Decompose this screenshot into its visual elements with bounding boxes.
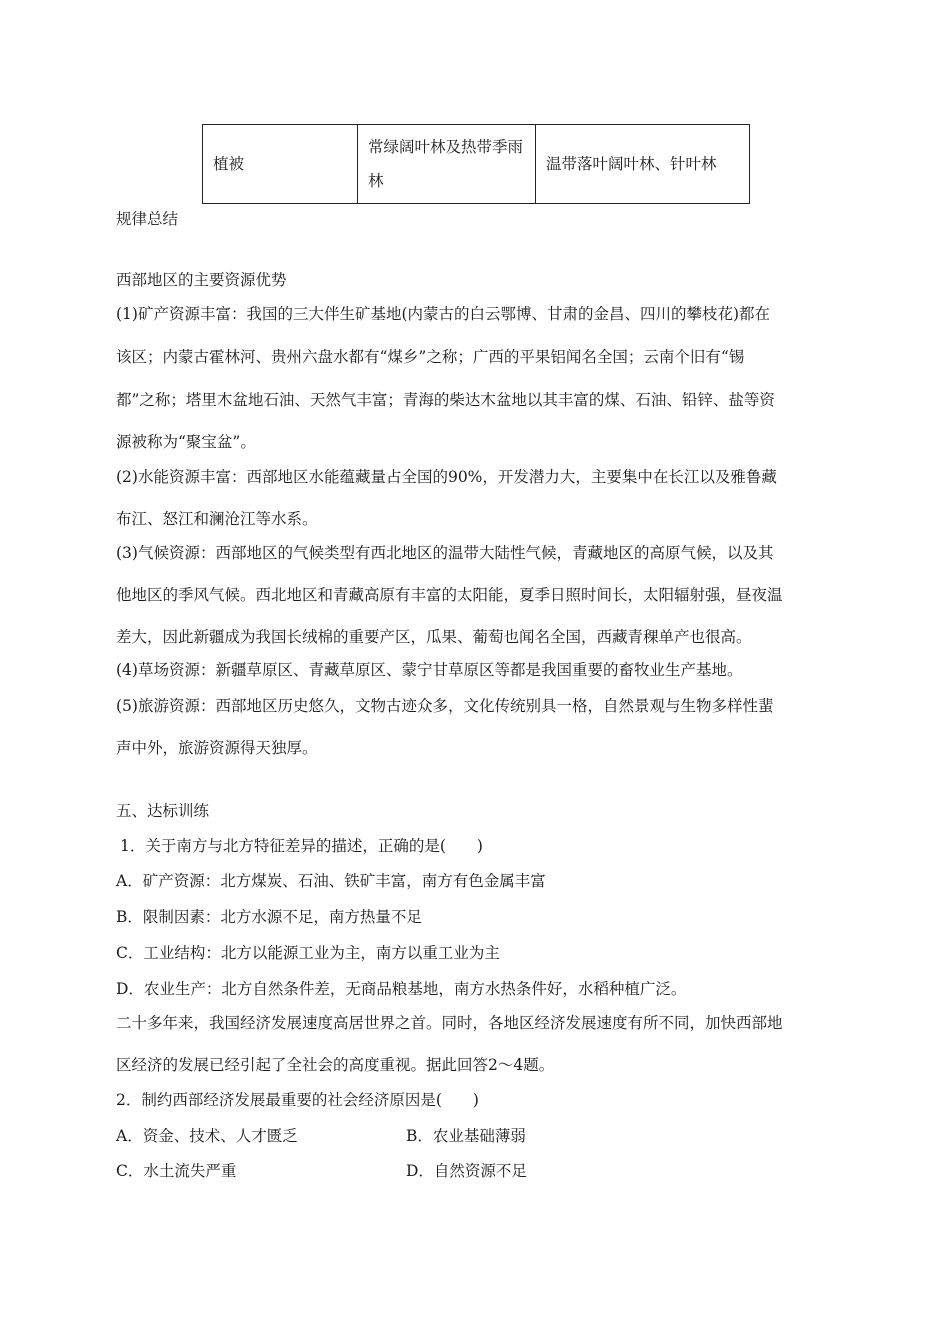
resources-heading: 西部地区的主要资源优势 [116,271,287,289]
resources-line: 都”之称；塔里木盆地石油、天然气丰富；青海的柴达木盆地以其丰富的煤、石油、铅锌、盐等资 [116,391,775,409]
resources-line: (5)旅游资源：西部地区历史悠久，文物古迹众多，文化传统别具一格，自然景观与生物多样性蜚 [116,697,774,715]
resources-line: 差大，因此新疆成为我国长绒棉的重要产区，瓜果、葡萄也闻名全国，西藏青稞单产也很高。 [116,628,752,646]
question-1-option-a: A．矿产资源：北方煤炭、石油、铁矿丰富，南方有色金属丰富 [116,872,546,890]
table-row [203,125,750,204]
resources-line: 他地区的季风气候。西北地区和青藏高原有丰富的太阳能，夏季日照时间长，太阳辐射强，昼夜温 [116,586,783,604]
resources-line: 声中外，旅游资源得天独厚。 [116,739,318,757]
question-2-option-a: A．资金、技术、人才匮乏 [116,1127,298,1145]
table-cell-north: 温带落叶阔叶林、针叶林 [536,125,750,204]
vegetation-table [202,124,750,204]
table-cell-south: 常绿阔叶林及热带季雨林 [358,125,536,204]
question-1-option-d: D．农业生产：北方自然条件差，无商品粮基地，南方水热条件好，水稻种植广泛。 [116,980,687,998]
question-2-option-c: C．水土流失严重 [116,1162,237,1180]
table-cell-category: 植被 [203,125,358,204]
resources-line: (1)矿产资源丰富：我国的三大伴生矿基地(内蒙古的白云鄂博、甘肃的金昌、四川的攀枝花)都在 [116,305,771,323]
resources-line: (3)气候资源：西部地区的气候类型有西北地区的温带大陆性气候，青藏地区的高原气候，以及其 [116,544,774,562]
resources-line: (4)草场资源：新疆草原区、青藏草原区、蒙宁甘草原区等都是我国重要的畜牧业生产基地。 [116,661,743,679]
question-1-option-b: B．限制因素：北方水源不足，南方热量不足 [116,908,422,926]
passage-line: 二十多年来，我国经济发展速度高居世界之首。同时，各地区经济发展速度有所不同，加快西部地 [116,1014,783,1032]
question-2-stem: 2．制约西部经济发展最重要的社会经济原因是( ) [116,1091,479,1109]
question-1-option-c: C．工业结构：北方以能源工业为主，南方以重工业为主 [116,944,500,962]
question-2-option-b: B．农业基础薄弱 [406,1127,526,1145]
resources-line: (2)水能资源丰富：西部地区水能蕴藏量占全国的90%，开发潜力大，主要集中在长江以及雅鲁藏 [116,468,777,486]
question-2-option-d: D．自然资源不足 [406,1162,527,1180]
question-1-stem: 1．关于南方与北方特征差异的描述，正确的是( ) [120,837,483,855]
resources-line: 源被称为“聚宝盆”。 [116,433,256,451]
summary-heading: 规律总结 [116,210,179,228]
resources-line: 该区；内蒙古霍林河、贵州六盘水都有“煤乡”之称；广西的平果铝闻名全国；云南个旧有“锡 [116,348,745,366]
passage-line: 区经济的发展已经引起了全社会的高度重视。据此回答2～4题。 [116,1056,555,1074]
training-heading: 五、达标训练 [116,802,210,820]
resources-line: 布江、怒江和澜沧江等水系。 [116,510,318,528]
